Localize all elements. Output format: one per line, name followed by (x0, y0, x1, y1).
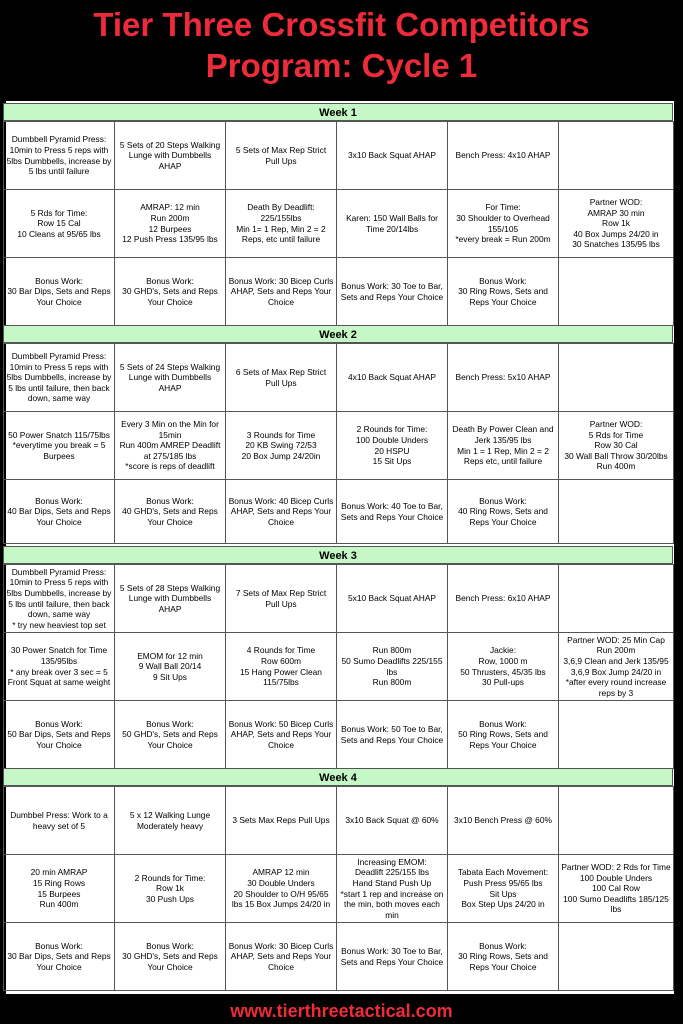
workout-cell: Bonus Work: 30 GHD's, Sets and Reps Your Choice (115, 923, 226, 991)
workout-cell: Bonus Work: 40 Ring Rows, Sets and Reps Your Choice (448, 480, 559, 544)
workout-cell: Bonus Work: 30 Bar Dips, Sets and Reps Your Choice (4, 258, 115, 326)
workout-cell: Bench Press: 5x10 AHAP (448, 344, 559, 412)
table-row (4, 923, 674, 991)
workout-cell: 30 Power Snatch for Time 135/95lbs * any break over 3 sec = 5 Front Squat at same weight (4, 633, 115, 701)
workout-cell: Every 3 Min on the Min for 15min Run 400m AMREP Deadlift at 275/185 lbs *score is reps of deadlift (115, 412, 226, 480)
workout-cell: Partner WOD: 25 Min Cap Run 200m 3,6,9 Clean and Jerk 135/95 3,6,9 Box Jump 24/20 in *after every round increase reps by 3 (559, 633, 674, 701)
workout-cell: AMRAP: 12 min Run 200m 12 Burpees 12 Push Press 135/95 lbs (115, 190, 226, 258)
workout-cell: EMOM for 12 min 9 Wall Ball 20/14 9 Sit Ups (115, 633, 226, 701)
table-row (4, 787, 674, 855)
week-block (3, 546, 673, 769)
table-row (4, 190, 674, 258)
workout-cell: 5 Sets of 20 Steps Walking Lunge with Dumbbells AHAP (115, 122, 226, 190)
week-schedule-table (3, 564, 674, 769)
workout-cell (559, 701, 674, 769)
table-row (4, 412, 674, 480)
workout-cell: Bonus Work: 40 Bar Dips, Sets and Reps Your Choice (4, 480, 115, 544)
week-header: Week 2 (3, 325, 673, 343)
week-header: Week 3 (3, 546, 673, 564)
workout-cell: Bonus Work: 50 Ring Rows, Sets and Reps Your Choice (448, 701, 559, 769)
workout-cell: For Time: 30 Shoulder to Overhead 155/105 *every break = Run 200m (448, 190, 559, 258)
workout-cell: 5 Sets of 28 Steps Walking Lunge with Dumbbells AHAP (115, 565, 226, 633)
workout-cell: AMRAP 12 min 30 Double Unders 20 Shoulder to O/H 95/65 lbs 15 Box Jumps 24/20 in (226, 855, 337, 923)
workout-cell: 5 Rds for Time: Row 15 Cal 10 Cleans at 95/65 lbs (4, 190, 115, 258)
workout-cell: Bonus Work: 30 Bicep Curls AHAP, Sets and Reps Your Choice (226, 258, 337, 326)
workout-cell: Bonus Work: 30 Bar Dips, Sets and Reps Your Choice (4, 923, 115, 991)
title-line-1: Tier Three Crossfit Competitors (93, 6, 590, 43)
workout-cell: Partner WOD: 2 Rds for Time 100 Double Unders 100 Cal Row 100 Sumo Deadlifts 185/125 lbs (559, 855, 674, 923)
workout-cell: 20 min AMRAP 15 Ring Rows 15 Burpees Run 400m (4, 855, 115, 923)
workout-cell: 2 Rounds for Time: 100 Double Unders 20 HSPU 15 Sit Ups (337, 412, 448, 480)
workout-cell (559, 344, 674, 412)
workout-cell: Death By Power Clean and Jerk 135/95 lbs Min 1 = 1 Rep, Min 2 = 2 Reps etc, until failure (448, 412, 559, 480)
week-block (3, 768, 673, 991)
week-schedule-table (3, 786, 674, 991)
title-line-2: Program: Cycle 1 (205, 47, 478, 84)
workout-cell (559, 122, 674, 190)
workout-cell: Bonus Work: 30 Ring Rows, Sets and Reps Your Choice (448, 923, 559, 991)
workout-cell: Dumbbell Pyramid Press: 10min to Press 5 reps with 5lbs Dumbbells, increase by 5 lbs until failure, then back down, same way * try new heaviest top set (4, 565, 115, 633)
workout-cell (559, 923, 674, 991)
table-row (4, 565, 674, 633)
workout-cell: Increasing EMOM: Deadlift 225/155 lbs Hand Stand Push Up *start 1 rep and increase on the min, both moves each min (337, 855, 448, 923)
workout-cell: 3x10 Bench Press @ 60% (448, 787, 559, 855)
workout-cell: 5 Sets of 24 Steps Walking Lunge with Dumbbells AHAP (115, 344, 226, 412)
week-block (3, 103, 673, 326)
workout-cell: 7 Sets of Max Rep Strict Pull Ups (226, 565, 337, 633)
workout-cell: Bonus Work: 50 Bicep Curls AHAP, Sets and Reps Your Choice (226, 701, 337, 769)
workout-cell: Dumbbell Pyramid Press: 10min to Press 5 reps with 5lbs Dumbbells, increase by 5 lbs until failure, then back down, same way (4, 344, 115, 412)
workout-cell: Death By Deadlift: 225/155lbs Min 1= 1 Rep, Min 2 = 2 Reps, etc until failure (226, 190, 337, 258)
workout-cell: 5x10 Back Squat AHAP (337, 565, 448, 633)
workout-cell: 6 Sets of Max Rep Strict Pull Ups (226, 344, 337, 412)
workout-cell: 50 Power Snatch 115/75lbs *everytime you break = 5 Burpees (4, 412, 115, 480)
workout-cell: 3 Rounds for Time 20 KB Swing 72/53 20 Box Jump 24/20in (226, 412, 337, 480)
workout-cell: Bonus Work: 40 GHD's, Sets and Reps Your Choice (115, 480, 226, 544)
table-row (4, 701, 674, 769)
table-row (4, 855, 674, 923)
workout-cell: Bonus Work: 50 Bar Dips, Sets and Reps Your Choice (4, 701, 115, 769)
workout-cell: Partner WOD: 5 Rds for Time Row 30 Cal 30 Wall Ball Throw 30/20lbs Run 400m (559, 412, 674, 480)
table-row (4, 344, 674, 412)
workout-cell: 3x10 Back Squat @ 60% (337, 787, 448, 855)
table-row (4, 480, 674, 544)
workout-cell: Bonus Work: 40 Bicep Curls AHAP, Sets and Reps Your Choice (226, 480, 337, 544)
workout-cell: Bonus Work: 30 Bicep Curls AHAP, Sets and Reps Your Choice (226, 923, 337, 991)
workout-cell: 3x10 Back Squat AHAP (337, 122, 448, 190)
workout-cell: Bonus Work: 30 Toe to Bar, Sets and Reps Your Choice (337, 258, 448, 326)
workout-cell: Partner WOD: AMRAP 30 min Row 1k 40 Box Jumps 24/20 in 30 Snatches 135/95 lbs (559, 190, 674, 258)
workout-cell: Bonus Work: 30 Ring Rows, Sets and Reps Your Choice (448, 258, 559, 326)
week-header: Week 1 (3, 103, 673, 121)
workout-cell: Bonus Work: 50 GHD's, Sets and Reps Your Choice (115, 701, 226, 769)
week-schedule-table (3, 121, 674, 326)
workout-cell: 5 Sets of Max Rep Strict Pull Ups (226, 122, 337, 190)
workout-cell: 4x10 Back Squat AHAP (337, 344, 448, 412)
table-row (4, 122, 674, 190)
workout-cell: 5 x 12 Walking Lunge Moderately heavy (115, 787, 226, 855)
table-row (4, 633, 674, 701)
workout-cell (559, 480, 674, 544)
week-block (3, 325, 673, 544)
workout-cell: Dumbbel Press: Work to a heavy set of 5 (4, 787, 115, 855)
workout-cell (559, 565, 674, 633)
table-row (4, 258, 674, 326)
workout-cell: Tabata Each Movement: Push Press 95/65 lbs Sit Ups Box Step Ups 24/20 in (448, 855, 559, 923)
workout-cell: Jackie: Row, 1000 m 50 Thrusters, 45/35 lbs 30 Pull-ups (448, 633, 559, 701)
workout-cell: Bench Press: 6x10 AHAP (448, 565, 559, 633)
workout-cell: Dumbbell Pyramid Press: 10min to Press 5 reps with 5lbs Dumbbells, increase by 5 lbs until failure (4, 122, 115, 190)
workout-cell: Bench Press: 4x10 AHAP (448, 122, 559, 190)
workout-cell: Bonus Work: 30 Toe to Bar, Sets and Reps Your Choice (337, 923, 448, 991)
workout-cell: Bonus Work: 50 Toe to Bar, Sets and Reps Your Choice (337, 701, 448, 769)
workout-cell (559, 258, 674, 326)
week-header: Week 4 (3, 768, 673, 786)
workout-cell: 2 Rounds for Time: Row 1k 30 Push Ups (115, 855, 226, 923)
week-schedule-table (3, 343, 674, 544)
workout-cell: Bonus Work: 40 Toe to Bar, Sets and Reps Your Choice (337, 480, 448, 544)
page-title (0, 4, 683, 86)
workout-cell: Karen: 150 Wall Balls for Time 20/14lbs (337, 190, 448, 258)
workout-cell: Run 800m 50 Sumo Deadlifts 225/155 lbs Run 800m (337, 633, 448, 701)
workout-cell: 4 Rounds for Time Row 600m 15 Hang Power Clean 115/75lbs (226, 633, 337, 701)
workout-cell: 3 Sets Max Reps Pull Ups (226, 787, 337, 855)
workout-cell (559, 787, 674, 855)
website-footer[interactable]: www.tierthreetactical.com (230, 1001, 453, 1021)
workout-cell: Bonus Work: 30 GHD's, Sets and Reps Your Choice (115, 258, 226, 326)
